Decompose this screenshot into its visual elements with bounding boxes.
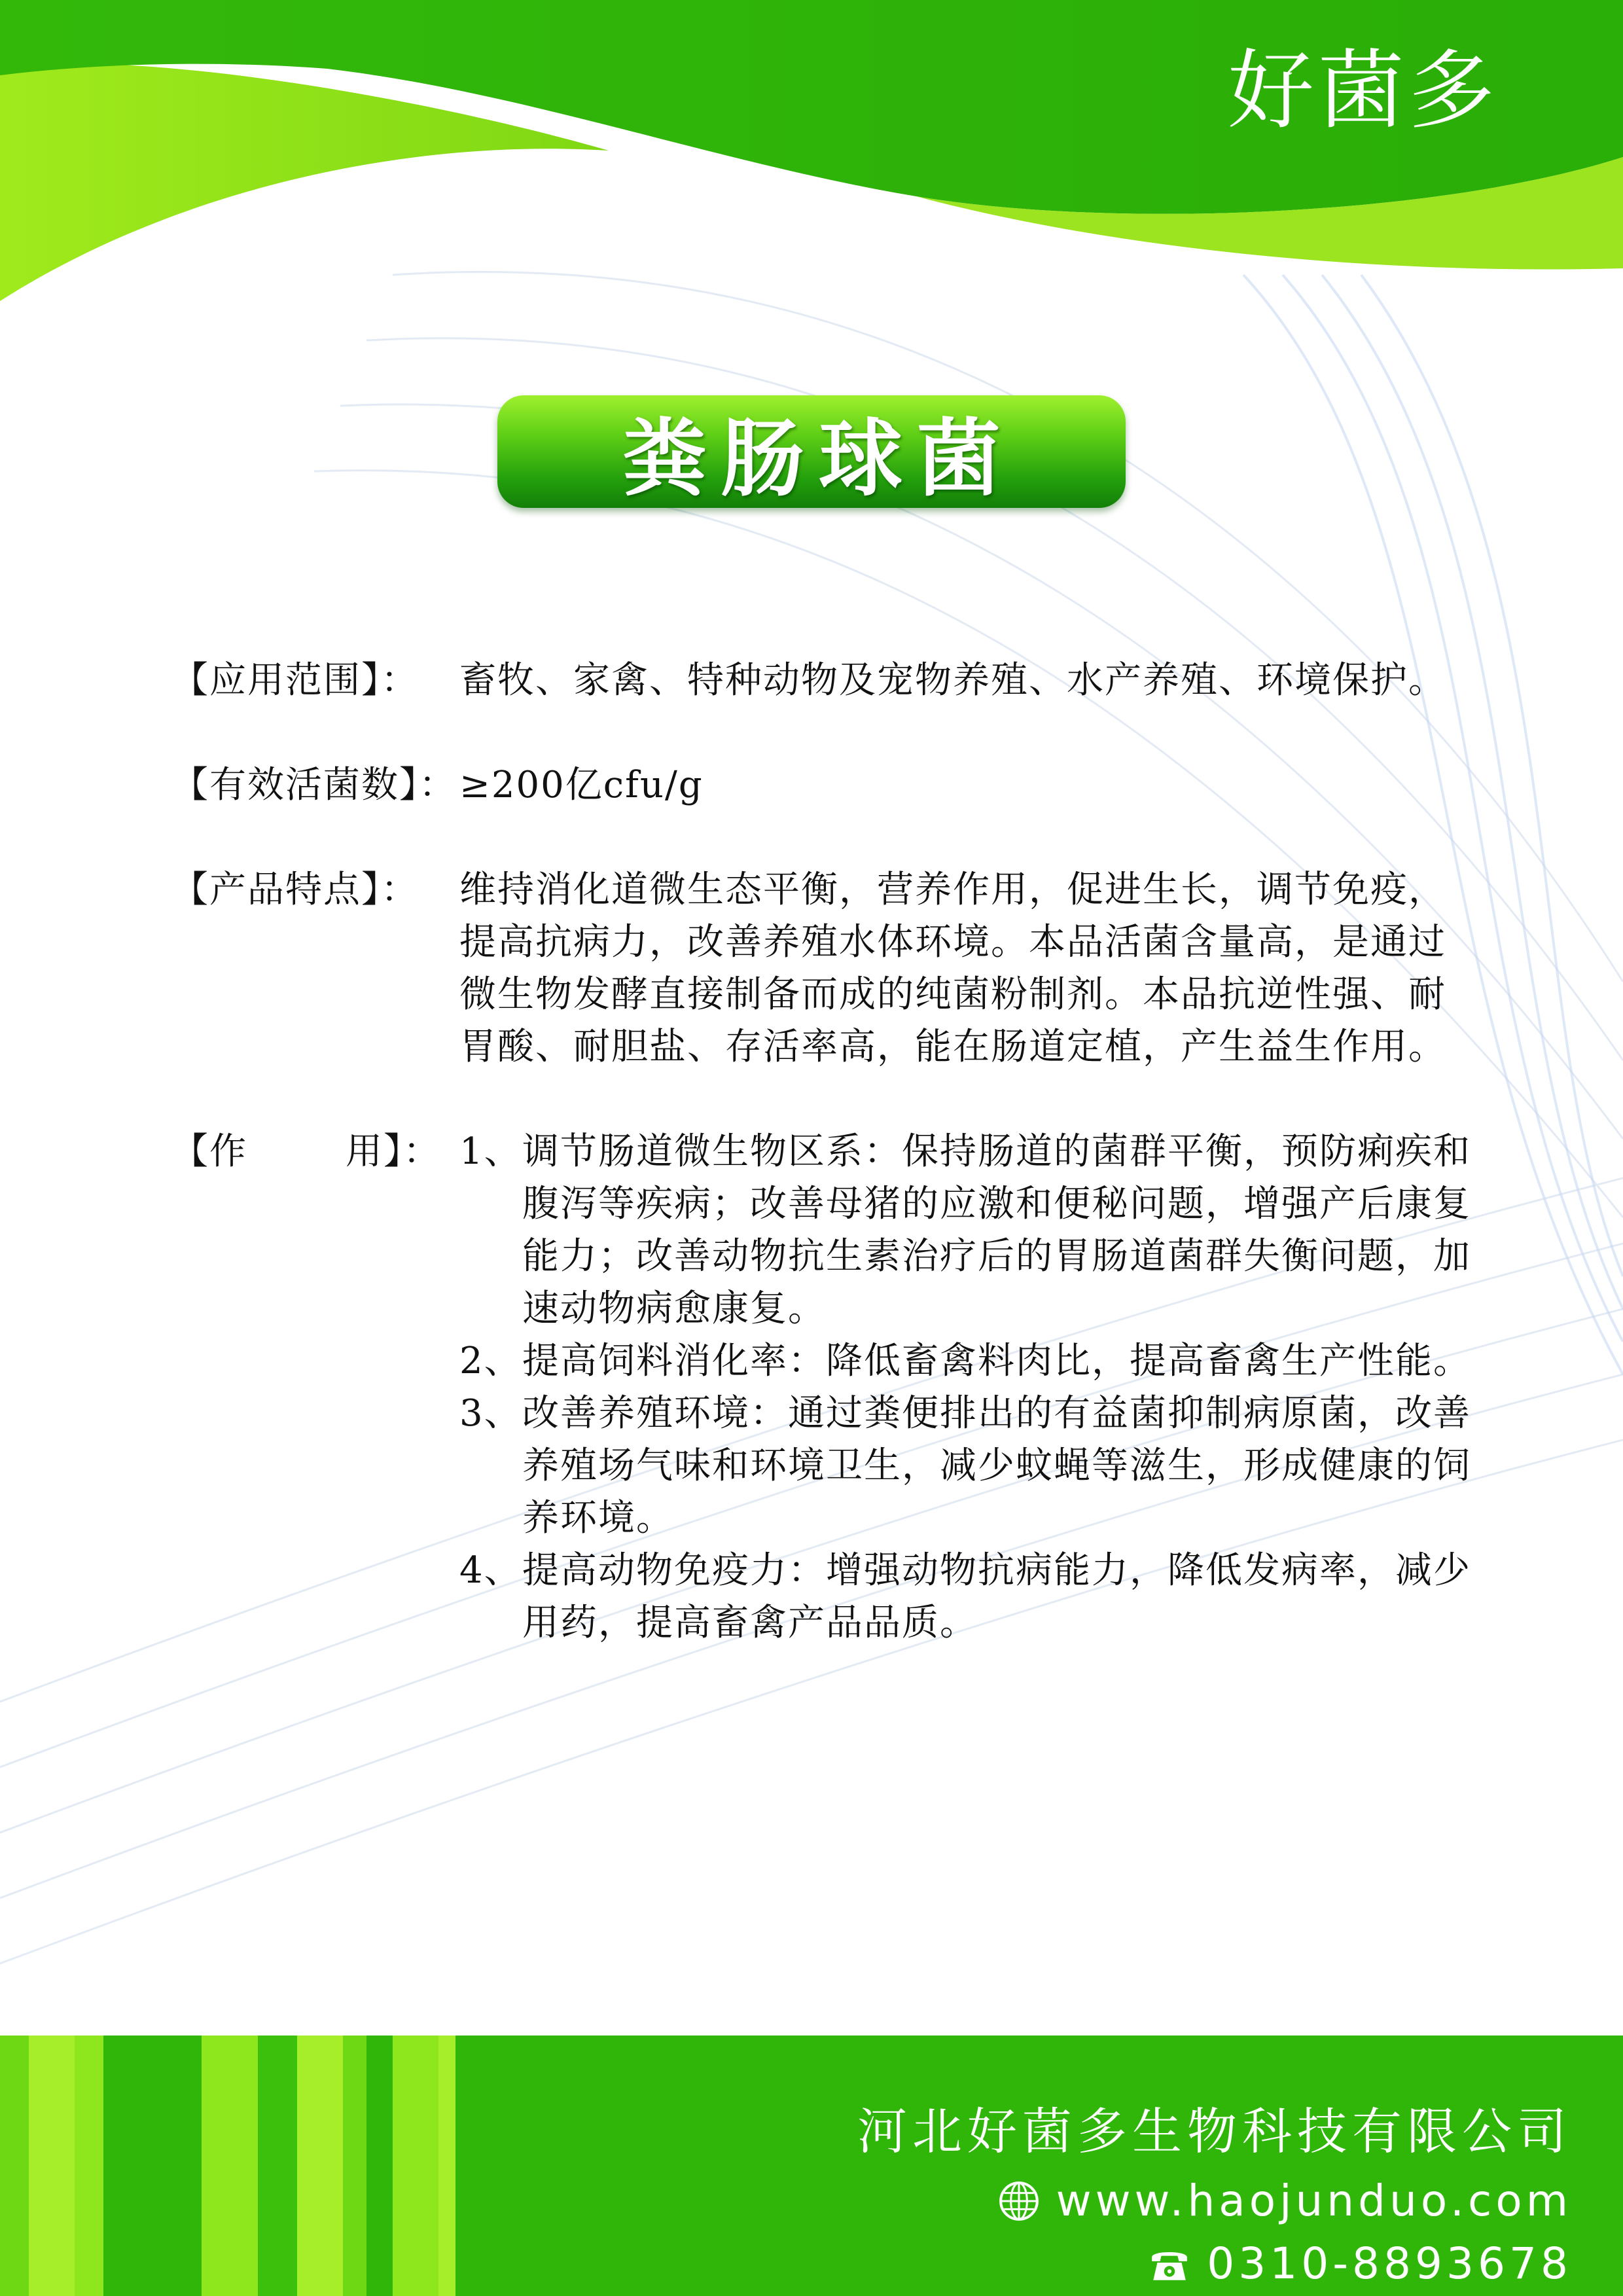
effect-text: 调节肠道微生物区系：保持肠道的菌群平衡，预防痢疾和腹泻等疾病；改善母猪的应激和便秘问题，增强产后康复能力；改善动物抗生素治疗后的胃肠道菌群失衡问题，加速动物病愈康复。 (522, 1130, 1471, 1330)
effect-text: 提高动物免疫力：增强动物抗病能力，降低发病率，减少用药，提高畜禽产品品质。 (522, 1549, 1471, 1644)
section-count (171, 759, 1480, 812)
stripe (297, 2036, 343, 2296)
effect-item (459, 1388, 1480, 1545)
count-text: ≥200亿cfu/g (459, 764, 704, 806)
stripe (75, 2036, 103, 2296)
product-details (171, 655, 1480, 1702)
stripe (343, 2036, 366, 2296)
scope-text: 畜牧、家禽、特种动物及宠物养殖、水产养殖、环境保护。 (459, 659, 1446, 702)
globe-icon (997, 2179, 1041, 2223)
stripe (438, 2036, 455, 2296)
effect-number: 2、 (459, 1340, 522, 1382)
section-scope (171, 655, 1480, 707)
stripe (455, 2036, 495, 2296)
stripe (366, 2036, 393, 2296)
footer (0, 2036, 1623, 2296)
scope-label: 【应用范围】： (171, 659, 419, 702)
section-features (171, 864, 1480, 1073)
website-link[interactable]: www.haojunduo.com (1056, 2176, 1572, 2226)
effects-list (459, 1126, 1480, 1649)
effect-number: 3、 (459, 1392, 522, 1435)
effect-item (459, 1545, 1480, 1649)
stripe (393, 2036, 438, 2296)
count-label: 【有效活菌数】： (171, 764, 457, 806)
title-badge (497, 395, 1126, 508)
effect-number: 1、 (459, 1130, 522, 1173)
stripe (0, 2036, 29, 2296)
stripe (29, 2036, 75, 2296)
phone-number[interactable]: 0310-8893678 (1207, 2238, 1572, 2289)
features-text: 维持消化道微生态平衡，营养作用，促进生长，调节免疫，提高抗病力，改善养殖水体环境。本品活菌含量高，是通过微生物发酵直接制备而成的纯菌粉制剂。本品抗逆性强、耐胃酸、耐胆盐、存活率高，能在肠道定植，产生益生作用。 (459, 869, 1446, 1068)
effect-text: 提高饲料消化率：降低畜禽料肉比，提高畜禽生产性能。 (522, 1340, 1471, 1382)
product-title: 粪肠球菌 (622, 410, 1015, 508)
features-label: 【产品特点】： (171, 869, 419, 911)
section-effects (171, 1126, 1480, 1649)
effect-item (459, 1335, 1480, 1388)
telephone-icon (1148, 2242, 1191, 2286)
website-line (997, 2176, 1572, 2226)
effect-number: 4、 (459, 1549, 522, 1592)
effect-item (459, 1126, 1480, 1335)
effects-label-right: 用】： (346, 1130, 441, 1173)
stripe (258, 2036, 297, 2296)
effects-label (171, 1126, 459, 1178)
footer-stripes (0, 2036, 510, 2296)
company-name: 河北好菌多生物科技有限公司 (857, 2102, 1572, 2161)
phone-line (1148, 2238, 1572, 2289)
stripe (103, 2036, 202, 2296)
stripe (202, 2036, 258, 2296)
effect-text: 改善养殖环境：通过粪便排出的有益菌抑制病原菌，改善养殖场气味和环境卫生，减少蚊蝇等滋生，形成健康的饲养环境。 (522, 1392, 1471, 1539)
effects-label-left: 【作 (171, 1130, 247, 1173)
brand-name: 好菌多 (1228, 41, 1499, 141)
